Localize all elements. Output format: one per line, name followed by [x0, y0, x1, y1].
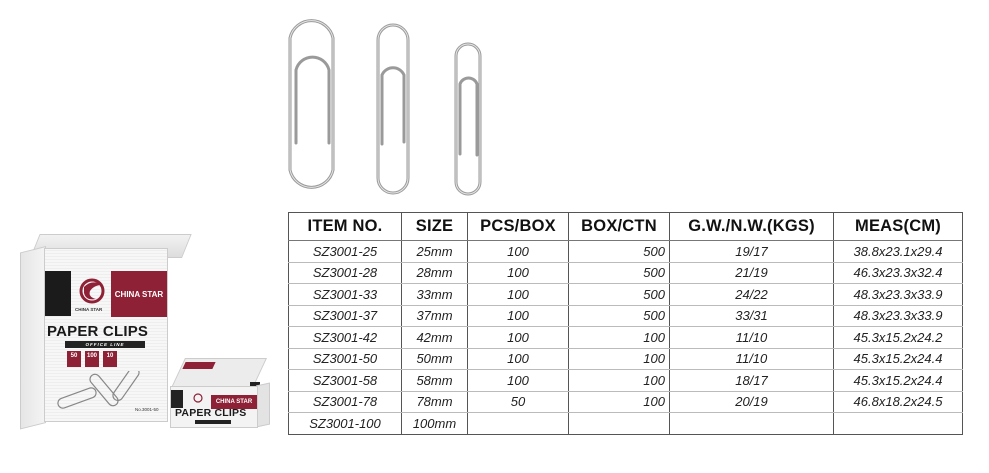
header-pcs-box: PCS/BOX	[468, 213, 569, 241]
badge: 100	[85, 351, 99, 367]
cell-pcs-box: 100	[468, 262, 569, 284]
cell-item-no: SZ3001-42	[289, 327, 402, 349]
box-title: PAPER CLIPS	[47, 323, 149, 340]
table-row	[289, 370, 963, 392]
cell-item-no: SZ3001-100	[289, 413, 402, 435]
badge: 50	[67, 351, 81, 367]
cell-size: 78mm	[402, 391, 468, 413]
cell-weight: 19/17	[670, 241, 834, 263]
cell-box-ctn: 500	[569, 284, 670, 306]
box-front	[170, 386, 258, 428]
cell-pcs-box: 100	[468, 284, 569, 306]
cell-item-no: SZ3001-25	[289, 241, 402, 263]
paper-clip-icon	[270, 0, 500, 200]
cell-weight: 11/10	[670, 348, 834, 370]
box-side	[256, 383, 270, 428]
header-size: SIZE	[402, 213, 468, 241]
badge: 10	[103, 351, 117, 367]
table-row	[289, 305, 963, 327]
cell-meas: 45.3x15.2x24.4	[834, 370, 963, 392]
paper-clips-image	[270, 0, 500, 200]
cell-size: 28mm	[402, 262, 468, 284]
badge-row	[67, 351, 117, 367]
cell-pcs-box: 100	[468, 348, 569, 370]
cell-pcs-box: 100	[468, 241, 569, 263]
cell-meas: 45.3x15.2x24.4	[834, 348, 963, 370]
small-box	[170, 358, 270, 433]
cell-box-ctn	[569, 413, 670, 435]
cell-size: 58mm	[402, 370, 468, 392]
spec-table	[288, 212, 963, 435]
cell-meas: 46.8x18.2x24.5	[834, 391, 963, 413]
cell-item-no: SZ3001-37	[289, 305, 402, 327]
cell-item-no: SZ3001-58	[289, 370, 402, 392]
clip-illustration-icon	[55, 371, 155, 411]
table-row	[289, 327, 963, 349]
table-row	[289, 284, 963, 306]
brand-panel: CHINA STAR	[111, 271, 167, 317]
table-row	[289, 348, 963, 370]
cell-box-ctn: 100	[569, 348, 670, 370]
header-item-no: ITEM NO.	[289, 213, 402, 241]
cell-size: 25mm	[402, 241, 468, 263]
cell-pcs-box: 100	[468, 370, 569, 392]
table-row	[289, 391, 963, 413]
cell-size: 33mm	[402, 284, 468, 306]
office-line-strip	[195, 420, 231, 424]
table-row	[289, 262, 963, 284]
cell-box-ctn: 500	[569, 241, 670, 263]
logo-label: CHINA STAR	[75, 307, 103, 312]
brand-panel: CHINA STAR	[211, 395, 257, 409]
cell-pcs-box: 100	[468, 305, 569, 327]
cell-item-no: SZ3001-28	[289, 262, 402, 284]
box-title: PAPER CLIPS	[175, 407, 247, 419]
box-front	[44, 248, 168, 422]
cell-pcs-box: 50	[468, 391, 569, 413]
header-meas: MEAS(CM)	[834, 213, 963, 241]
cell-weight: 33/31	[670, 305, 834, 327]
cell-weight: 11/10	[670, 327, 834, 349]
cell-box-ctn: 100	[569, 370, 670, 392]
cell-size: 100mm	[402, 413, 468, 435]
cell-weight	[670, 413, 834, 435]
top-red-strip	[182, 362, 215, 369]
cell-weight: 18/17	[670, 370, 834, 392]
cell-item-no: SZ3001-50	[289, 348, 402, 370]
cell-size: 42mm	[402, 327, 468, 349]
cell-weight: 21/19	[670, 262, 834, 284]
china-star-logo-icon	[193, 393, 203, 403]
cell-box-ctn: 100	[569, 391, 670, 413]
table-row	[289, 413, 963, 435]
cell-meas: 45.3x15.2x24.2	[834, 327, 963, 349]
china-star-logo-icon	[78, 277, 106, 305]
header-box-ctn: BOX/CTN	[569, 213, 670, 241]
product-packaging-image	[12, 228, 270, 448]
cell-size: 37mm	[402, 305, 468, 327]
black-panel	[45, 271, 71, 316]
cell-meas	[834, 413, 963, 435]
table-row	[289, 241, 963, 263]
cell-box-ctn: 500	[569, 305, 670, 327]
cell-weight: 20/19	[670, 391, 834, 413]
cell-meas: 48.3x23.3x33.9	[834, 284, 963, 306]
cell-item-no: SZ3001-33	[289, 284, 402, 306]
cell-meas: 46.3x23.3x32.4	[834, 262, 963, 284]
office-line-strip: OFFICE LINE	[65, 341, 145, 348]
cell-weight: 24/22	[670, 284, 834, 306]
table-header-row	[289, 213, 963, 241]
cell-meas: 48.3x23.3x33.9	[834, 305, 963, 327]
box-side	[20, 246, 46, 429]
cell-size: 50mm	[402, 348, 468, 370]
cell-pcs-box	[468, 413, 569, 435]
cell-meas: 38.8x23.1x29.4	[834, 241, 963, 263]
cell-item-no: SZ3001-78	[289, 391, 402, 413]
black-panel	[171, 390, 183, 408]
cell-box-ctn: 100	[569, 327, 670, 349]
header-weight: G.W./N.W.(KGS)	[670, 213, 834, 241]
cell-box-ctn: 500	[569, 262, 670, 284]
cell-pcs-box: 100	[468, 327, 569, 349]
product-code: No.3001-50	[135, 407, 159, 412]
